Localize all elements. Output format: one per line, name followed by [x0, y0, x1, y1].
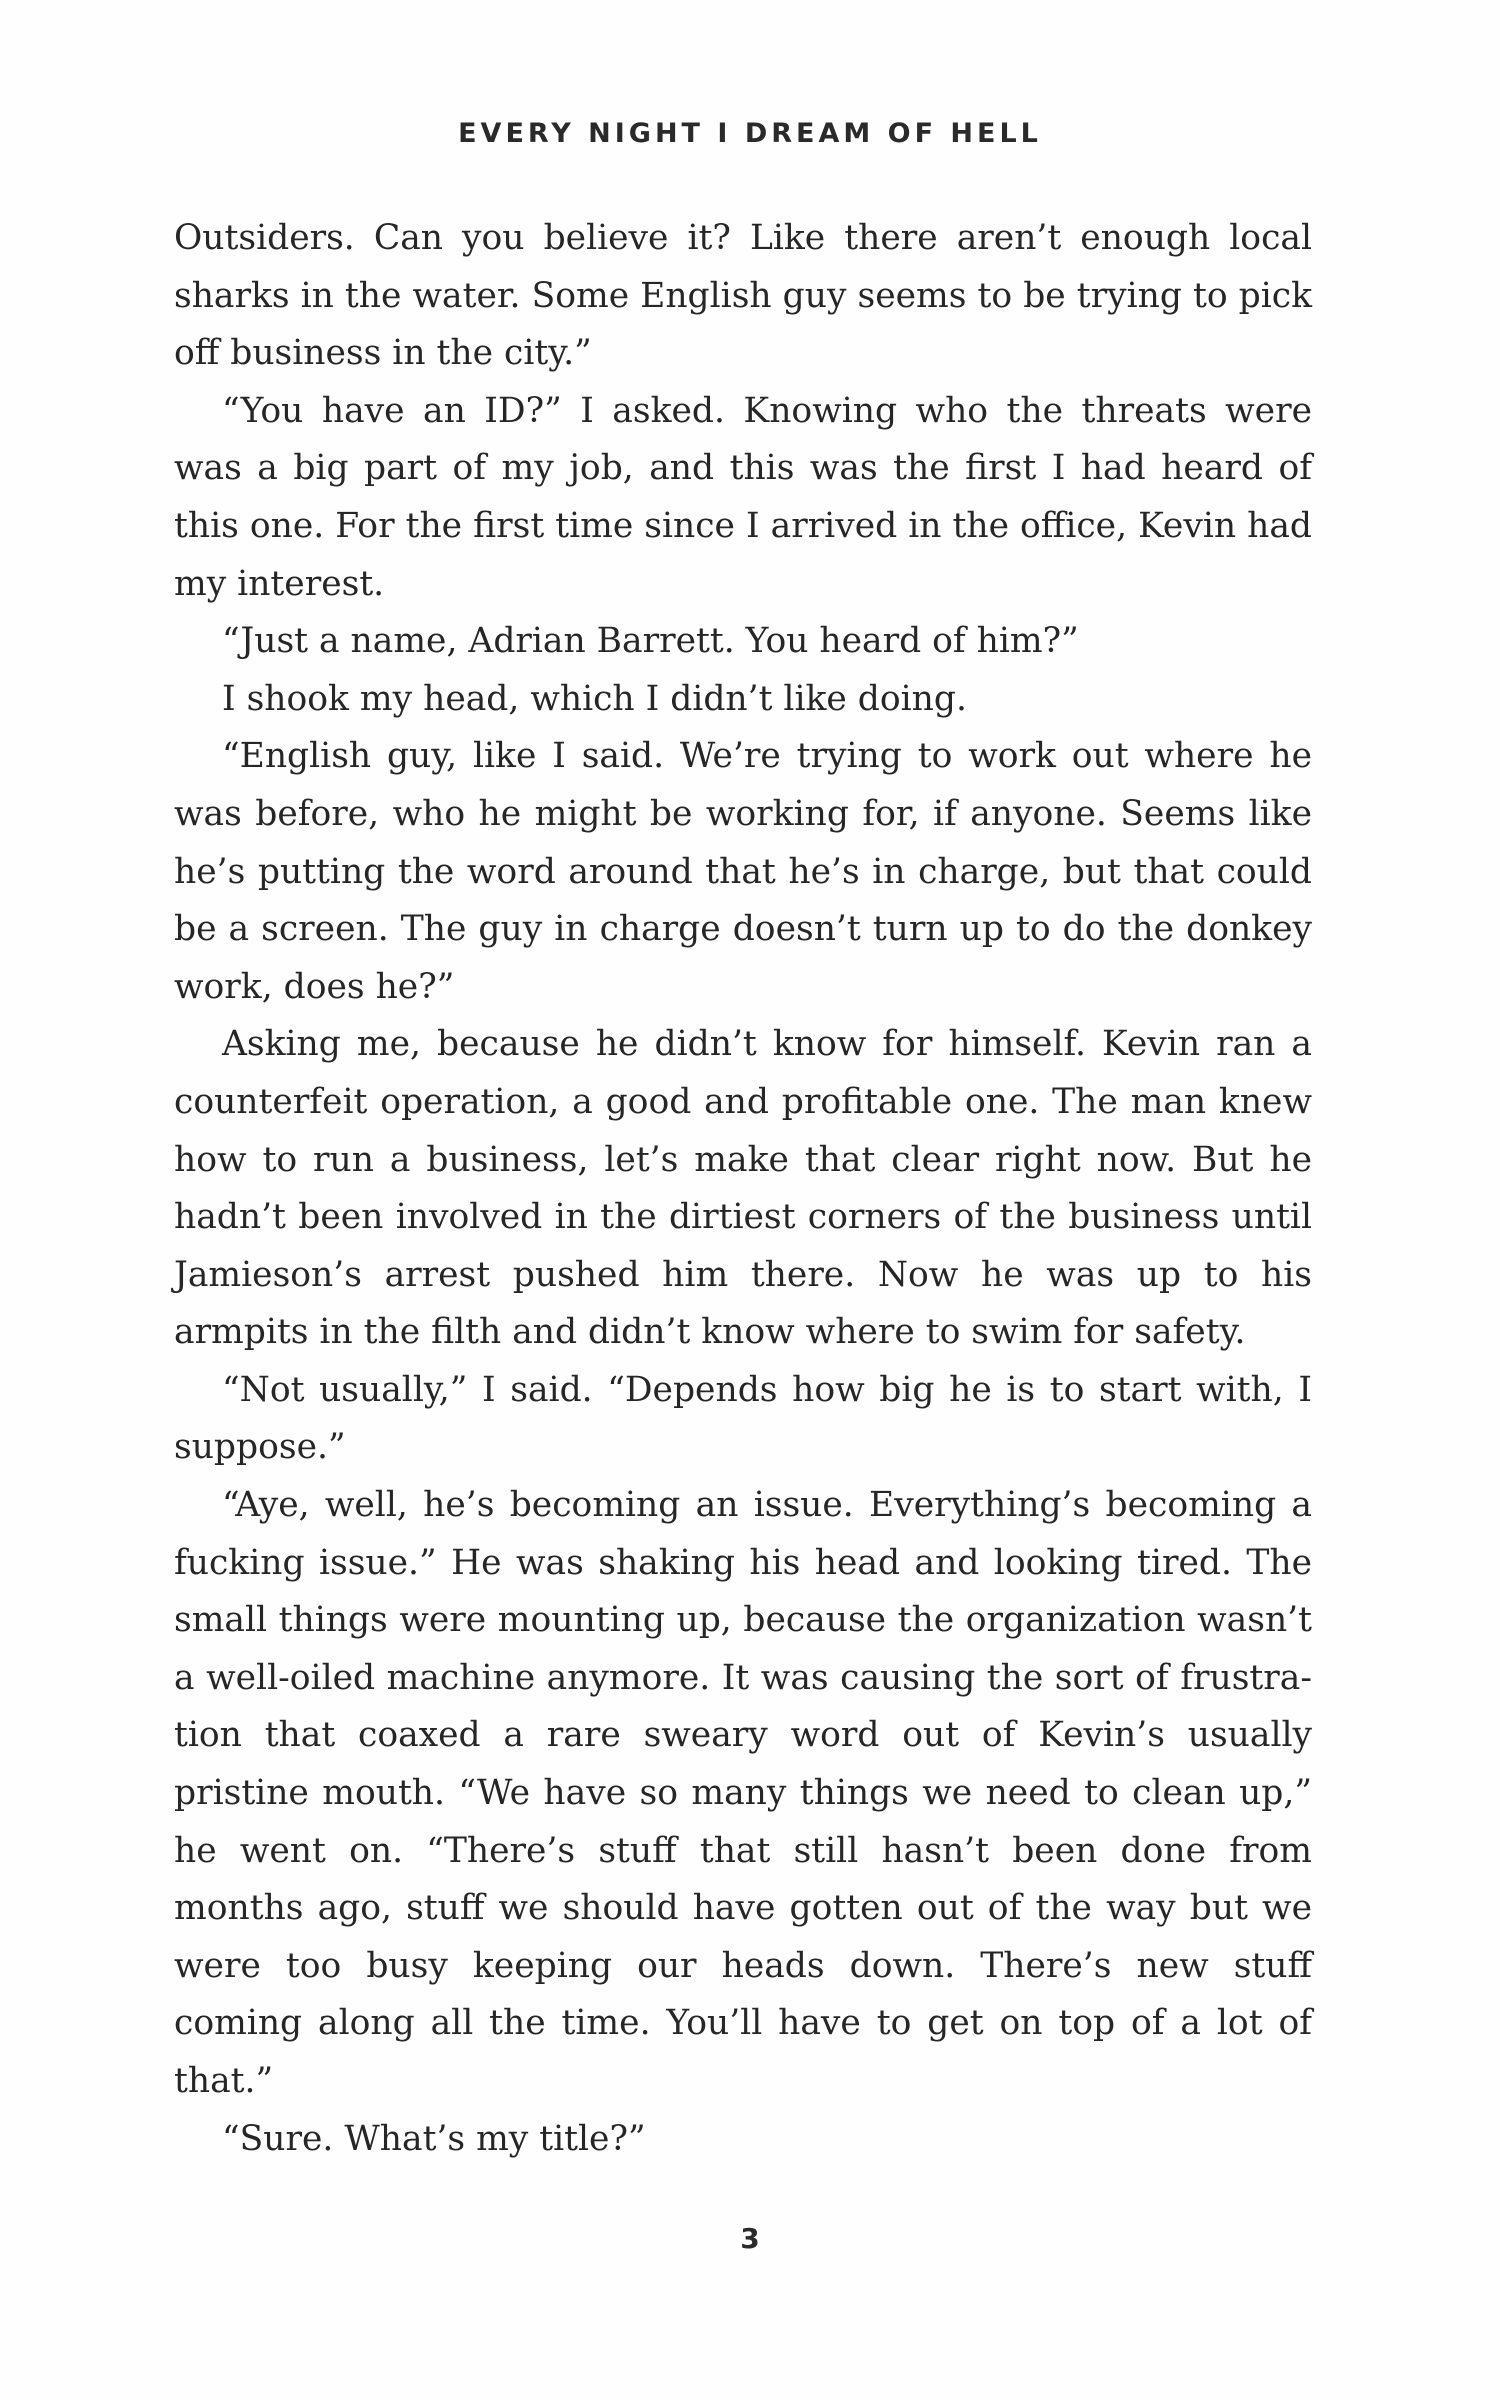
paragraph: “Just a name, Adrian Barrett. You heard of him?”	[222, 621, 1079, 662]
paragraph: “You have an ID?” I asked. Knowing who the threats were was a big part of my job, and this was the first I had heard of this one. For the first time since I arrived in the office, Kevin had my interest.	[174, 390, 1312, 604]
body-text	[174, 210, 1312, 2168]
paragraph: “Sure. What’s my title?”	[222, 2118, 646, 2159]
paragraph: Asking me, because he didn’t know for himself. Kevin ran a counterfeit operation, a good and profitable one. The man knew how to run a business, let’s make that clear right now. But he hadn’t been involved in the dirtiest corners of the business until Jamieson’s arrest pushed him there. Now he was up to his armpits in the filth and didn’t know where to swim for safety.	[174, 1024, 1312, 1353]
paragraph: “Not usually,” I said. “Depends how big he is to start with, I suppose.”	[174, 1369, 1312, 1468]
paragraph: I shook my head, which I didn’t like doing.	[222, 678, 967, 719]
paragraph: “English guy, like I said. We’re trying to work out where he was before, who he might be working for, if anyone. Seems like he’s putting the word around that he’s in charge, but that could be a screen. The guy in charge doesn’t turn up to do the donkey work, does he?”	[174, 736, 1312, 1007]
page-number: 3	[740, 2222, 760, 2255]
paragraph: Outsiders. Can you believe it? Like there aren’t enough local sharks in the water. Some English guy seems to be trying to pick off business in the city.”	[174, 218, 1312, 374]
paragraph: “Aye, well, he’s becoming an issue. Everything’s becoming a fucking issue.” He was shaking his head and looking tired. The small things were mounting up, because the organization wasn’t a well-oiled machine anymore. It was causing the sort of frustration that coaxed a rare sweary word out of Kevin’s usually pristine mouth. “We have so many things we need to clean up,” he went on. “There’s stuff that still hasn’t been done from months ago, stuff we should have gotten out of the way but we were too busy keeping our heads down. There’s new stuff coming along all the time. You’ll have to get on top of a lot of that.”	[174, 1485, 1312, 2101]
running-head: EVERY NIGHT I DREAM OF HELL	[458, 118, 1042, 149]
